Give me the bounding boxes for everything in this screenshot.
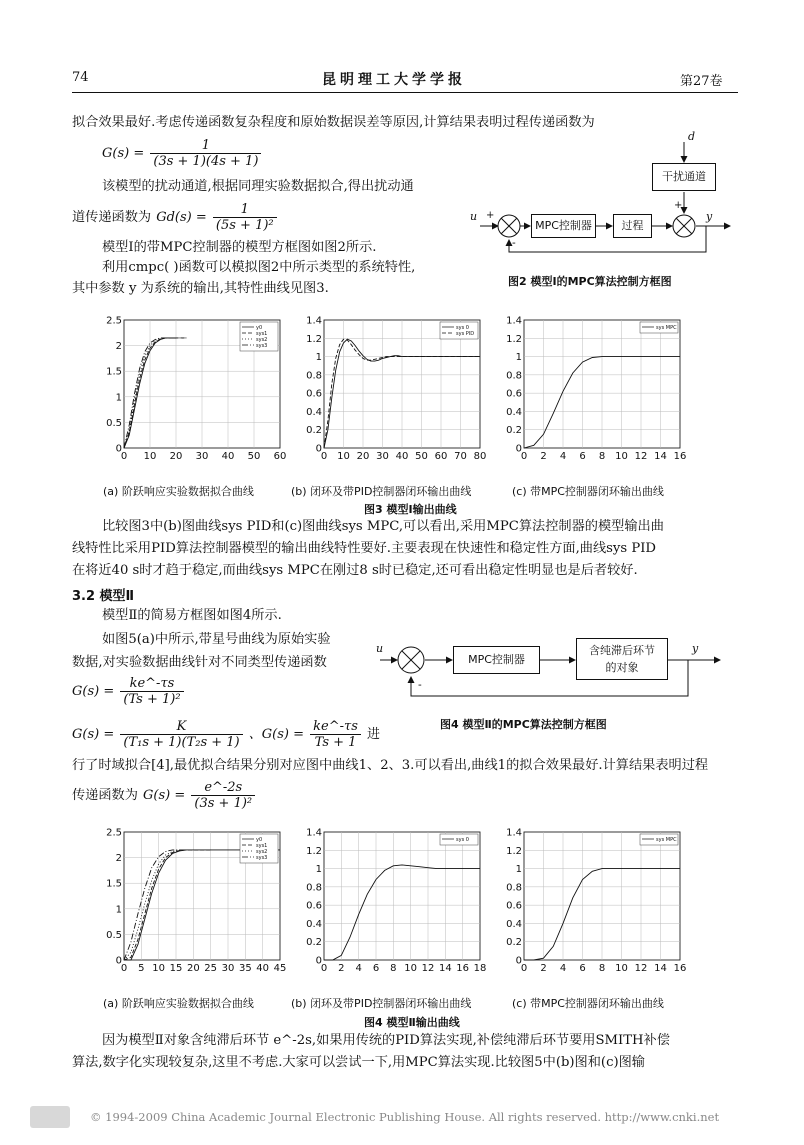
x-tick-label: 10 [404,963,418,974]
y-tick-label: 0.8 [506,882,522,894]
x-tick-label: 10 [143,451,157,462]
x-tick-label: 30 [376,451,389,462]
fig4-minus: - [418,678,422,691]
x-tick-label: 80 [473,451,487,462]
fig2-u-label: u [470,210,478,223]
fig4-plant-block [576,638,668,680]
fig5c-subcaption: (c) 带MPC控制器闭环输出曲线 [512,997,664,1010]
fig5a-subcaption: (a) 阶跃响应实验数据拟合曲线 [103,997,254,1010]
fig2-block-diagram [462,130,742,300]
x-tick-label: 20 [169,451,183,462]
fig5c-chart [500,826,690,978]
x-tick-label: 20 [186,963,200,974]
page-number: 74 [72,70,89,85]
y-tick-label: 0.2 [506,937,522,949]
equation-2-line: 道传递函数为 Gd(s) = $\frac{1}{\text{(5s + 1)²}}$ [72,202,279,233]
para-13: 行了时域拟合[4],最优拟合结果分别对应图中曲线1、2、3.可以看出,曲线1的拟合效果最好.计算结果表明过程 [72,758,709,773]
y-tick-label: 1 [515,352,522,364]
legend-entry: sys MPC [656,837,677,843]
fig5-caption: 图4 模型Ⅱ输出曲线 [364,1016,460,1029]
fig4-plant-line2: 的对象 [605,661,639,674]
x-tick-label: 35 [238,963,252,974]
equation-3: G(s) = $\frac{ke\^{}-\tau s}{\text{(Ts + 1)²}}$ [72,676,186,707]
y-tick-label: 1.2 [306,333,322,345]
y-tick-label: 0.4 [506,406,522,418]
fig2-plus-2: + [674,200,683,211]
fig5b-subcaption: (b) 闭环及带PID控制器闭环输出曲线 [291,997,472,1010]
y-tick-label: 0.6 [306,388,322,400]
legend-entry: sys PID [456,331,475,337]
x-tick-label: 12 [634,451,648,462]
x-tick-label: 5 [138,963,145,974]
x-tick-label: 2 [338,963,345,974]
equation-5-line: 传递函数为 G(s) = $\frac{e\^{}-2s}{\text{(3s + 1)²}}$ [72,780,257,811]
y-tick-label: 0.2 [506,425,522,437]
x-tick-label: 6 [579,963,586,974]
para-12: 数据,对实验数据曲线针对不同类型传递函数 [72,655,327,670]
x-tick-label: 0 [120,451,128,462]
legend-entry: y0 [256,837,263,843]
x-tick-label: 4 [559,963,567,974]
x-tick-label: 30 [221,963,235,974]
y-tick-label: 0.5 [106,417,122,429]
legend-entry: sys1 [256,331,268,337]
y-tick-label: 1 [315,864,322,876]
para-8: 线特性比采用PID算法控制器模型的输出曲线特性要好.主要表现在快速性和稳定性方面,曲线sys PID [72,541,656,556]
y-tick-label: 1.5 [106,878,122,890]
legend-entry: sys 0 [456,325,469,331]
fig4-wires [370,630,742,710]
x-tick-label: 10 [615,963,628,974]
y-tick-label: 0 [115,955,122,967]
para-9: 在将近40 s时才趋于稳定,而曲线sys MPC在刚过8 s时已稳定,还可看出稳定性明显也是后者较好. [72,563,638,578]
fig2-disturbance-block: 干扰通道 [652,163,716,191]
y-tick-label: 1.4 [506,315,522,327]
header-rule [72,92,738,93]
fig2-d-label: d [688,130,696,143]
y-tick-label: 0.6 [306,900,322,912]
fig2-controller-block: MPC控制器 [531,214,596,238]
x-tick-label: 16 [673,451,687,462]
y-tick-label: 0.8 [306,370,322,382]
x-tick-label: 50 [247,451,261,462]
x-tick-label: 50 [415,451,428,462]
x-tick-label: 12 [634,963,648,974]
y-tick-label: 1 [115,904,122,916]
x-tick-label: 25 [204,963,218,974]
x-tick-label: 14 [654,451,667,462]
para-11: 如图5(a)中所示,带星号曲线为原始实验 [102,632,331,647]
fig2-wires [462,130,742,270]
equation-4: G(s) = $\frac{K}{\text{(T₁s + 1)(T₂s + 1)}}$ 、G(s) = $\frac{ke\^{}-\tau s}{Ts + 1}$ 进 [72,719,381,750]
y-tick-label: 0.2 [306,937,322,949]
fig5b-chart [300,826,490,978]
y-tick-label: 1.4 [306,827,322,839]
para-16: 算法,数字化实现较复杂,这里不考虑.大家可以尝试一下,用MPC算法实现.比较图5中(b)图和(c)图输 [72,1055,645,1070]
legend-entry: y0 [256,325,263,331]
fig3b-chart [300,314,490,466]
x-tick-label: 60 [273,451,287,462]
fig3a-subcaption: (a) 阶跃响应实验数据拟合曲线 [103,485,254,498]
fig4-controller-block: MPC控制器 [453,646,540,674]
y-tick-label: 2.5 [106,315,122,327]
x-tick-label: 18 [473,963,487,974]
x-tick-label: 0 [520,963,528,974]
fig2-plus-1: + [486,210,495,221]
y-tick-label: 0.8 [306,882,322,894]
x-tick-label: 0 [520,451,528,462]
fig3c-subcaption: (c) 带MPC控制器闭环输出曲线 [512,485,664,498]
x-tick-label: 10 [152,963,166,974]
x-tick-label: 40 [395,451,409,462]
fig2-y-label: y [706,210,713,223]
y-tick-label: 0 [115,443,122,455]
fig4-block-diagram [370,630,742,740]
journal-title: 昆明理工大学学报 [322,72,466,88]
x-tick-label: 4 [355,963,362,974]
x-tick-label: 10 [615,451,628,462]
y-tick-label: 1.4 [306,315,322,327]
fig3c-chart [500,314,690,466]
y-tick-label: 0 [515,955,522,967]
y-tick-label: 0 [315,955,322,967]
y-tick-label: 1 [315,352,322,364]
para-4: 模型Ⅰ的带MPC控制器的模型方框图如图2所示. [102,240,377,255]
x-tick-label: 15 [169,963,183,974]
y-tick-label: 1 [515,864,522,876]
y-tick-label: 0.4 [306,406,322,418]
x-tick-label: 14 [654,963,667,974]
y-tick-label: 0 [515,443,522,455]
x-tick-label: 40 [221,451,235,462]
x-tick-label: 4 [559,451,567,462]
legend-entry: sys3 [256,343,268,349]
para-7: 比较图3中(b)图曲线sys PID和(c)图曲线sys MPC,可以看出,采用MPC算法控制器的模型输出曲 [102,519,664,534]
legend-entry: sys1 [256,843,268,849]
legend-entry: sys2 [256,337,268,343]
legend-entry: sys MPC [656,325,677,331]
para-15: 因为模型Ⅱ对象含纯滞后环节 e^-2s,如果用传统的PID算法实现,补偿纯滞后环节要用SMITH补偿 [102,1033,670,1048]
x-tick-label: 20 [356,451,370,462]
x-tick-label: 70 [454,451,467,462]
x-tick-label: 0 [120,963,128,974]
y-tick-label: 0.4 [506,918,522,930]
equation-1: G(s) = $\frac{1}{(3s + 1)(4s + 1)}$ [102,138,263,169]
x-tick-label: 40 [256,963,270,974]
fig2-caption: 图2 模型Ⅰ的MPC算法控制方框图 [508,275,672,288]
y-tick-label: 1.4 [506,827,522,839]
fig4-y-label: y [692,642,699,655]
y-tick-label: 2 [115,341,122,353]
x-tick-label: 10 [337,451,350,462]
x-tick-label: 8 [598,963,606,974]
x-tick-label: 0 [320,451,328,462]
y-tick-label: 0.5 [106,929,122,941]
x-tick-label: 2 [540,451,547,462]
para-10: 模型Ⅱ的简易方框图如图4所示. [102,608,282,623]
volume-label: 第27卷 [680,74,723,89]
y-tick-label: 1.5 [106,366,122,378]
y-tick-label: 0.6 [506,900,522,912]
para-1: 拟合效果最好.考虑传递函数复杂程度和原始数据误差等原因,计算结果表明过程传递函数为 [72,115,595,130]
y-tick-label: 1 [115,392,122,404]
x-tick-label: 14 [438,963,452,974]
y-tick-label: 1.2 [506,845,522,857]
y-tick-label: 1.2 [506,333,522,345]
legend-entry: sys2 [256,849,268,855]
fig2-process-block: 过程 [613,214,652,238]
x-tick-label: 16 [456,963,470,974]
x-tick-label: 12 [421,963,435,974]
y-tick-label: 0.6 [506,388,522,400]
x-tick-label: 8 [598,451,606,462]
cnki-logo [30,1106,70,1128]
fig4-plant-line1: 含纯滞后环节 [589,644,655,657]
y-tick-label: 0.4 [306,918,322,930]
para-6: 其中参数 y 为系统的输出,其特性曲线见图3. [72,281,329,296]
x-tick-label: 30 [195,451,209,462]
fig5a-chart [100,826,290,978]
x-tick-label: 60 [434,451,448,462]
y-tick-label: 0 [315,443,322,455]
fig3-caption: 图3 模型Ⅰ输出曲线 [364,503,457,516]
fig2-minus: - [512,236,516,249]
fig4-diagram-caption: 图4 模型Ⅱ的MPC算法控制方框图 [440,718,607,731]
y-tick-label: 0.8 [506,370,522,382]
footer-copyright: © 1994-2009 China Academic Journal Electronic Publishing House. All rights reserved. http://www.cnki.net [90,1110,720,1124]
para-5: 利用cmpc( )函数可以模拟图2中所示类型的系统特性, [102,260,416,275]
y-tick-label: 0.2 [306,425,322,437]
x-tick-label: 6 [372,963,380,974]
y-tick-label: 2 [115,853,122,865]
x-tick-label: 6 [579,451,586,462]
fig4-u-label: u [376,642,384,655]
y-tick-label: 2.5 [106,827,122,839]
y-tick-label: 1.2 [306,845,322,857]
x-tick-label: 2 [540,963,547,974]
legend-entry: sys3 [256,855,268,861]
plot-frame [324,832,480,960]
x-tick-label: 16 [673,963,687,974]
x-tick-label: 8 [390,963,397,974]
section-heading: 3.2 模型Ⅱ [72,589,135,604]
fig3b-subcaption: (b) 闭环及带PID控制器闭环输出曲线 [291,485,472,498]
x-tick-label: 45 [273,963,287,974]
fig3a-chart [100,314,290,466]
legend-entry: sys 0 [456,837,469,843]
x-tick-label: 0 [320,963,328,974]
para-2: 该模型的扰动通道,根据同理实验数据拟合,得出扰动通 [102,179,414,194]
